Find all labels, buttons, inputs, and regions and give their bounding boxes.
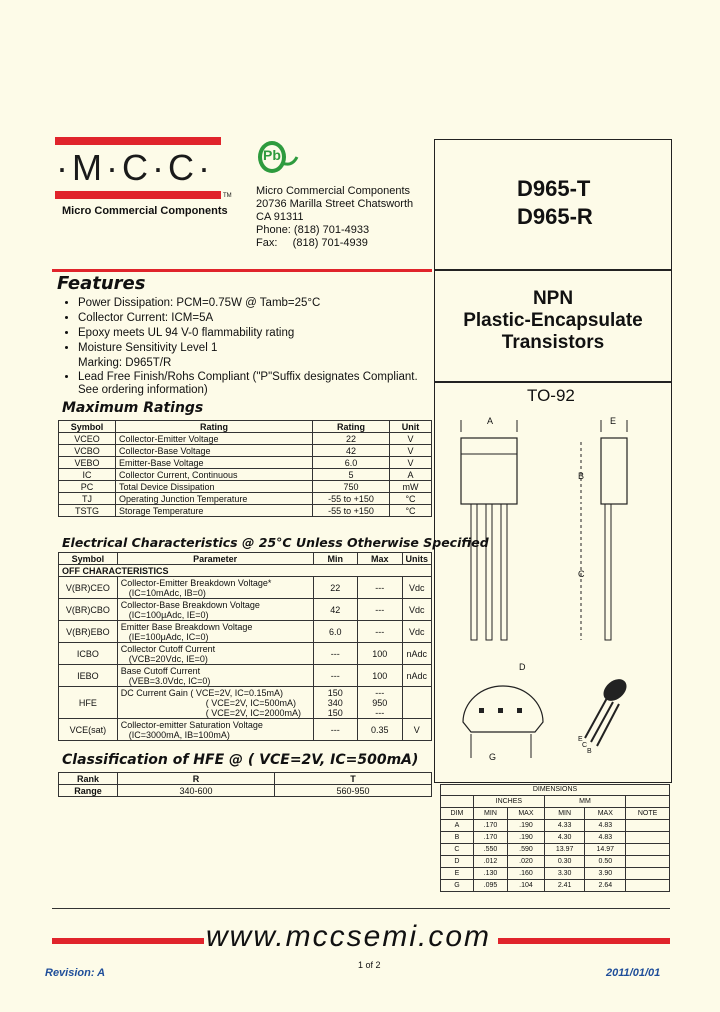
cell: Collector-Emitter Voltage [116,433,313,445]
cell: V(BR)CEO [59,577,118,599]
cell [626,844,670,856]
cell: .590 [508,844,545,856]
table-row [59,481,432,493]
table-row [59,445,432,457]
param-line: (IC=100μAdc, IE=0) [128,609,209,620]
title-line: NPN [532,288,574,309]
cell: --- 950 --- [357,687,402,719]
date: 2011/01/01 [606,967,661,979]
table-row [441,856,670,868]
param-line: Collector-emitter Saturation Voltage [120,719,263,730]
cell [117,643,313,665]
cell: Vdc [402,577,432,599]
col-header: DIM [441,808,474,820]
cell [626,832,670,844]
col-header: R [118,773,275,785]
cell: mW [390,481,432,493]
cell: 22 [313,433,390,445]
cell: .012 [473,856,507,868]
cell: 2.64 [585,880,626,892]
feature-item: • Collector Current: ICM=5A [78,311,438,326]
cell: 750 [313,481,390,493]
cell: --- [357,577,402,599]
package-name: TO-92 [527,386,575,405]
cell: 100 [357,665,402,687]
param-line: (VEB=3.0Vdc, IC=0) [128,675,211,686]
param-line: ( VCE=2V, IC=2000mA) [205,707,302,718]
cell: VCEO [59,433,116,445]
elec-heading: Electrical Characteristics @ 25°C Unless Otherwise Specified [62,535,489,550]
dim-label-a: A [487,416,494,426]
cell: TJ [59,493,116,505]
max-ratings-heading: Maximum Ratings [62,400,204,416]
lead-free-icon [252,137,302,177]
table-header-row [59,553,432,565]
part-number-box [434,139,672,271]
cell: V(BR)CBO [59,599,118,621]
cell: 3.90 [585,868,626,880]
cell: A [441,820,474,832]
cell: 560-950 [275,785,432,797]
cell: --- [313,719,357,741]
cell: 2.41 [544,880,585,892]
address-line: 20736 Marilla Street Chatsworth [256,198,414,210]
table-header-row [59,773,432,785]
cell [626,856,670,868]
table-row [59,687,432,719]
cell: 100 [357,643,402,665]
title-box [434,269,672,383]
cell: 0.50 [585,856,626,868]
cell: IEBO [59,665,118,687]
table-header-row [441,796,670,808]
mcc-logo: ·M·C·C· [56,147,214,188]
cell: Collector-Base Voltage [116,445,313,457]
cell [626,796,670,808]
cell: Operating Junction Temperature [116,493,313,505]
cell [117,719,313,741]
cell: PC [59,481,116,493]
dim-label-g: G [489,752,497,762]
col-header: Units [402,553,432,565]
cell: V [390,457,432,469]
cell: 150 340 150 [313,687,357,719]
company-tagline: Micro Commercial Components [62,205,228,217]
cell: Vdc [402,621,432,643]
subheading: OFF CHARACTERISTICS [59,565,432,577]
cell: --- [313,665,357,687]
cell: A [390,469,432,481]
cell: °C [390,493,432,505]
col-header: Min [313,553,357,565]
cell: 5 [313,469,390,481]
part-number: D965-R [517,204,593,229]
company-address [256,185,413,250]
cell: 22 [313,577,357,599]
cell [117,665,313,687]
feature-item: • Epoxy meets UL 94 V-0 flammability rating [78,326,438,341]
cell: 340-600 [118,785,275,797]
pb-label: Pb [263,147,281,163]
table-row [441,880,670,892]
cell [626,880,670,892]
cell: 0.30 [544,856,585,868]
footer-bar-left [52,938,204,944]
col-header: Rank [59,773,118,785]
dimensions-table [440,784,670,892]
cell: V [390,445,432,457]
cell [626,820,670,832]
part-number: D965-T [517,176,591,201]
feature-item: • Lead Free Finish/Rohs Compliant ("P"Suffix designates Compliant. See ordering information) [78,371,438,397]
table-header-row [441,785,670,796]
cell: V(BR)EBO [59,621,118,643]
cell: 13.97 [544,844,585,856]
col-header: MAX [585,808,626,820]
pin-label-e: E [578,736,583,743]
footer-divider [52,908,670,909]
table-row [441,844,670,856]
param-line: Emitter Base Breakdown Voltage [120,621,253,632]
cell: -55 to +150 [313,493,390,505]
features-bar [52,269,432,272]
table-row [59,433,432,445]
table-row [59,457,432,469]
cell: .190 [508,820,545,832]
col-header: NOTE [626,808,670,820]
cell [117,687,313,719]
cell: °C [390,505,432,517]
cell: .190 [508,832,545,844]
col-header: Max [357,553,402,565]
cell: Emitter-Base Voltage [116,457,313,469]
table-row [59,599,432,621]
table-row [59,785,432,797]
cell: nAdc [402,643,432,665]
cell: --- [357,599,402,621]
cell: .170 [473,832,507,844]
cell [117,621,313,643]
address-line: CA 91311 [256,211,304,223]
cell: nAdc [402,665,432,687]
cell: 0.35 [357,719,402,741]
col-header: Unit [390,421,432,433]
col-header: Symbol [59,421,116,433]
cell: D [441,856,474,868]
cell: VCBO [59,445,116,457]
cell: VEBO [59,457,116,469]
table-row [59,493,432,505]
cell: .170 [473,820,507,832]
dimensions-title: DIMENSIONS [441,785,670,796]
cell [117,577,313,599]
cell: 6.0 [313,621,357,643]
cell: .104 [508,880,545,892]
package-box [434,381,672,783]
cell [441,796,474,808]
cell: .160 [508,868,545,880]
table-row [59,577,432,599]
group-header: MM [544,796,625,808]
cell: C [441,844,474,856]
cell: TSTG [59,505,116,517]
features-list [62,296,438,397]
param-line: (IC=3000mA, IB=100mA) [128,729,230,740]
cell: 4.33 [544,820,585,832]
param-line: DC Current Gain ( VCE=2V, IC=0.15mA) [120,687,284,698]
dim-label-d: D [519,662,526,672]
table-row [59,469,432,481]
table-row [59,719,432,741]
logo-tm: TM [223,193,232,199]
table-row [59,505,432,517]
table-row [59,643,432,665]
cell: 42 [313,599,357,621]
col-header: MAX [508,808,545,820]
pin-label-c: C [582,742,588,749]
cell: VCE(sat) [59,719,118,741]
cell: 6.0 [313,457,390,469]
address-line: Phone: (818) 701-4933 [256,224,370,236]
website-link[interactable]: www.mccsemi.com [206,920,492,953]
cell: .095 [473,880,507,892]
cell: Vdc [402,599,432,621]
dim-label-b: B [578,471,585,481]
cell: Range [59,785,118,797]
cell: ICBO [59,643,118,665]
address-line: Fax: (818) 701-4939 [256,237,368,249]
param-line: Collector Cutoff Current [120,643,216,654]
cell: 42 [313,445,390,457]
title-line: Transistors [501,332,605,353]
cell [402,687,432,719]
logo-bottom-bar [55,191,221,199]
dim-label-c: C [578,569,585,579]
param-line: Base Cutoff Current [120,665,201,676]
param-line: Collector-Emitter Breakdown Voltage* [120,577,272,588]
cell: HFE [59,687,118,719]
table-row [441,868,670,880]
classification-table [58,772,432,797]
cell: B [441,832,474,844]
elec-table [58,552,432,741]
cell [626,868,670,880]
cell [117,599,313,621]
cell: V [390,433,432,445]
page-number: 1 of 2 [358,960,381,970]
table-row [59,621,432,643]
param-line: (IE=100μAdc, IC=0) [128,631,209,642]
table-header-row [441,808,670,820]
pin-label-b: B [587,748,592,755]
footer-bar-right [498,938,670,944]
title-line: Plastic-Encapsulate [463,310,643,331]
package-drawing [435,382,671,782]
cell: 14.97 [585,844,626,856]
table-row [441,832,670,844]
cell: E [441,868,474,880]
cell: .130 [473,868,507,880]
cell: .020 [508,856,545,868]
table-row [59,665,432,687]
table-row [441,820,670,832]
cell: IC [59,469,116,481]
group-header: INCHES [473,796,544,808]
col-header: MIN [544,808,585,820]
col-header: Symbol [59,553,118,565]
cell: Collector Current, Continuous [116,469,313,481]
logo-top-bar [55,137,221,145]
cell: --- [313,643,357,665]
cell: Storage Temperature [116,505,313,517]
cell: 4.83 [585,820,626,832]
col-header: MIN [473,808,507,820]
col-header: Rating [116,421,313,433]
cell: -55 to +150 [313,505,390,517]
cell: V [402,719,432,741]
cell: --- [357,621,402,643]
col-header: T [275,773,432,785]
cell: 3.30 [544,868,585,880]
table-header-row [59,421,432,433]
address-line: Micro Commercial Components [256,185,411,197]
cell: G [441,880,474,892]
param-line: Collector-Base Breakdown Voltage [120,599,260,610]
cell: 4.30 [544,832,585,844]
param-line: (IC=10mAdc, IB=0) [128,587,206,598]
features-heading: Features [57,273,146,294]
feature-item: • Moisture Sensitivity Level 1 [78,341,438,356]
cell: .550 [473,844,507,856]
col-header: Parameter [117,553,313,565]
cell: Total Device Dissipation [116,481,313,493]
param-line: ( VCE=2V, IC=500mA) [205,697,297,708]
revision: Revision: A [45,967,106,979]
max-ratings-table [58,420,432,517]
col-header: Rating [313,421,390,433]
dim-label-e: E [610,416,617,426]
feature-item: • Power Dissipation: PCM=0.75W @ Tamb=25°C [78,296,438,311]
classification-heading: Classification of HFE @ ( VCE=2V, IC=500mA) [62,752,419,768]
subheading-row [59,565,432,577]
feature-item: Marking: D965T/R [78,357,172,369]
param-line: (VCB=20Vdc, IE=0) [128,653,208,664]
cell: 4.83 [585,832,626,844]
